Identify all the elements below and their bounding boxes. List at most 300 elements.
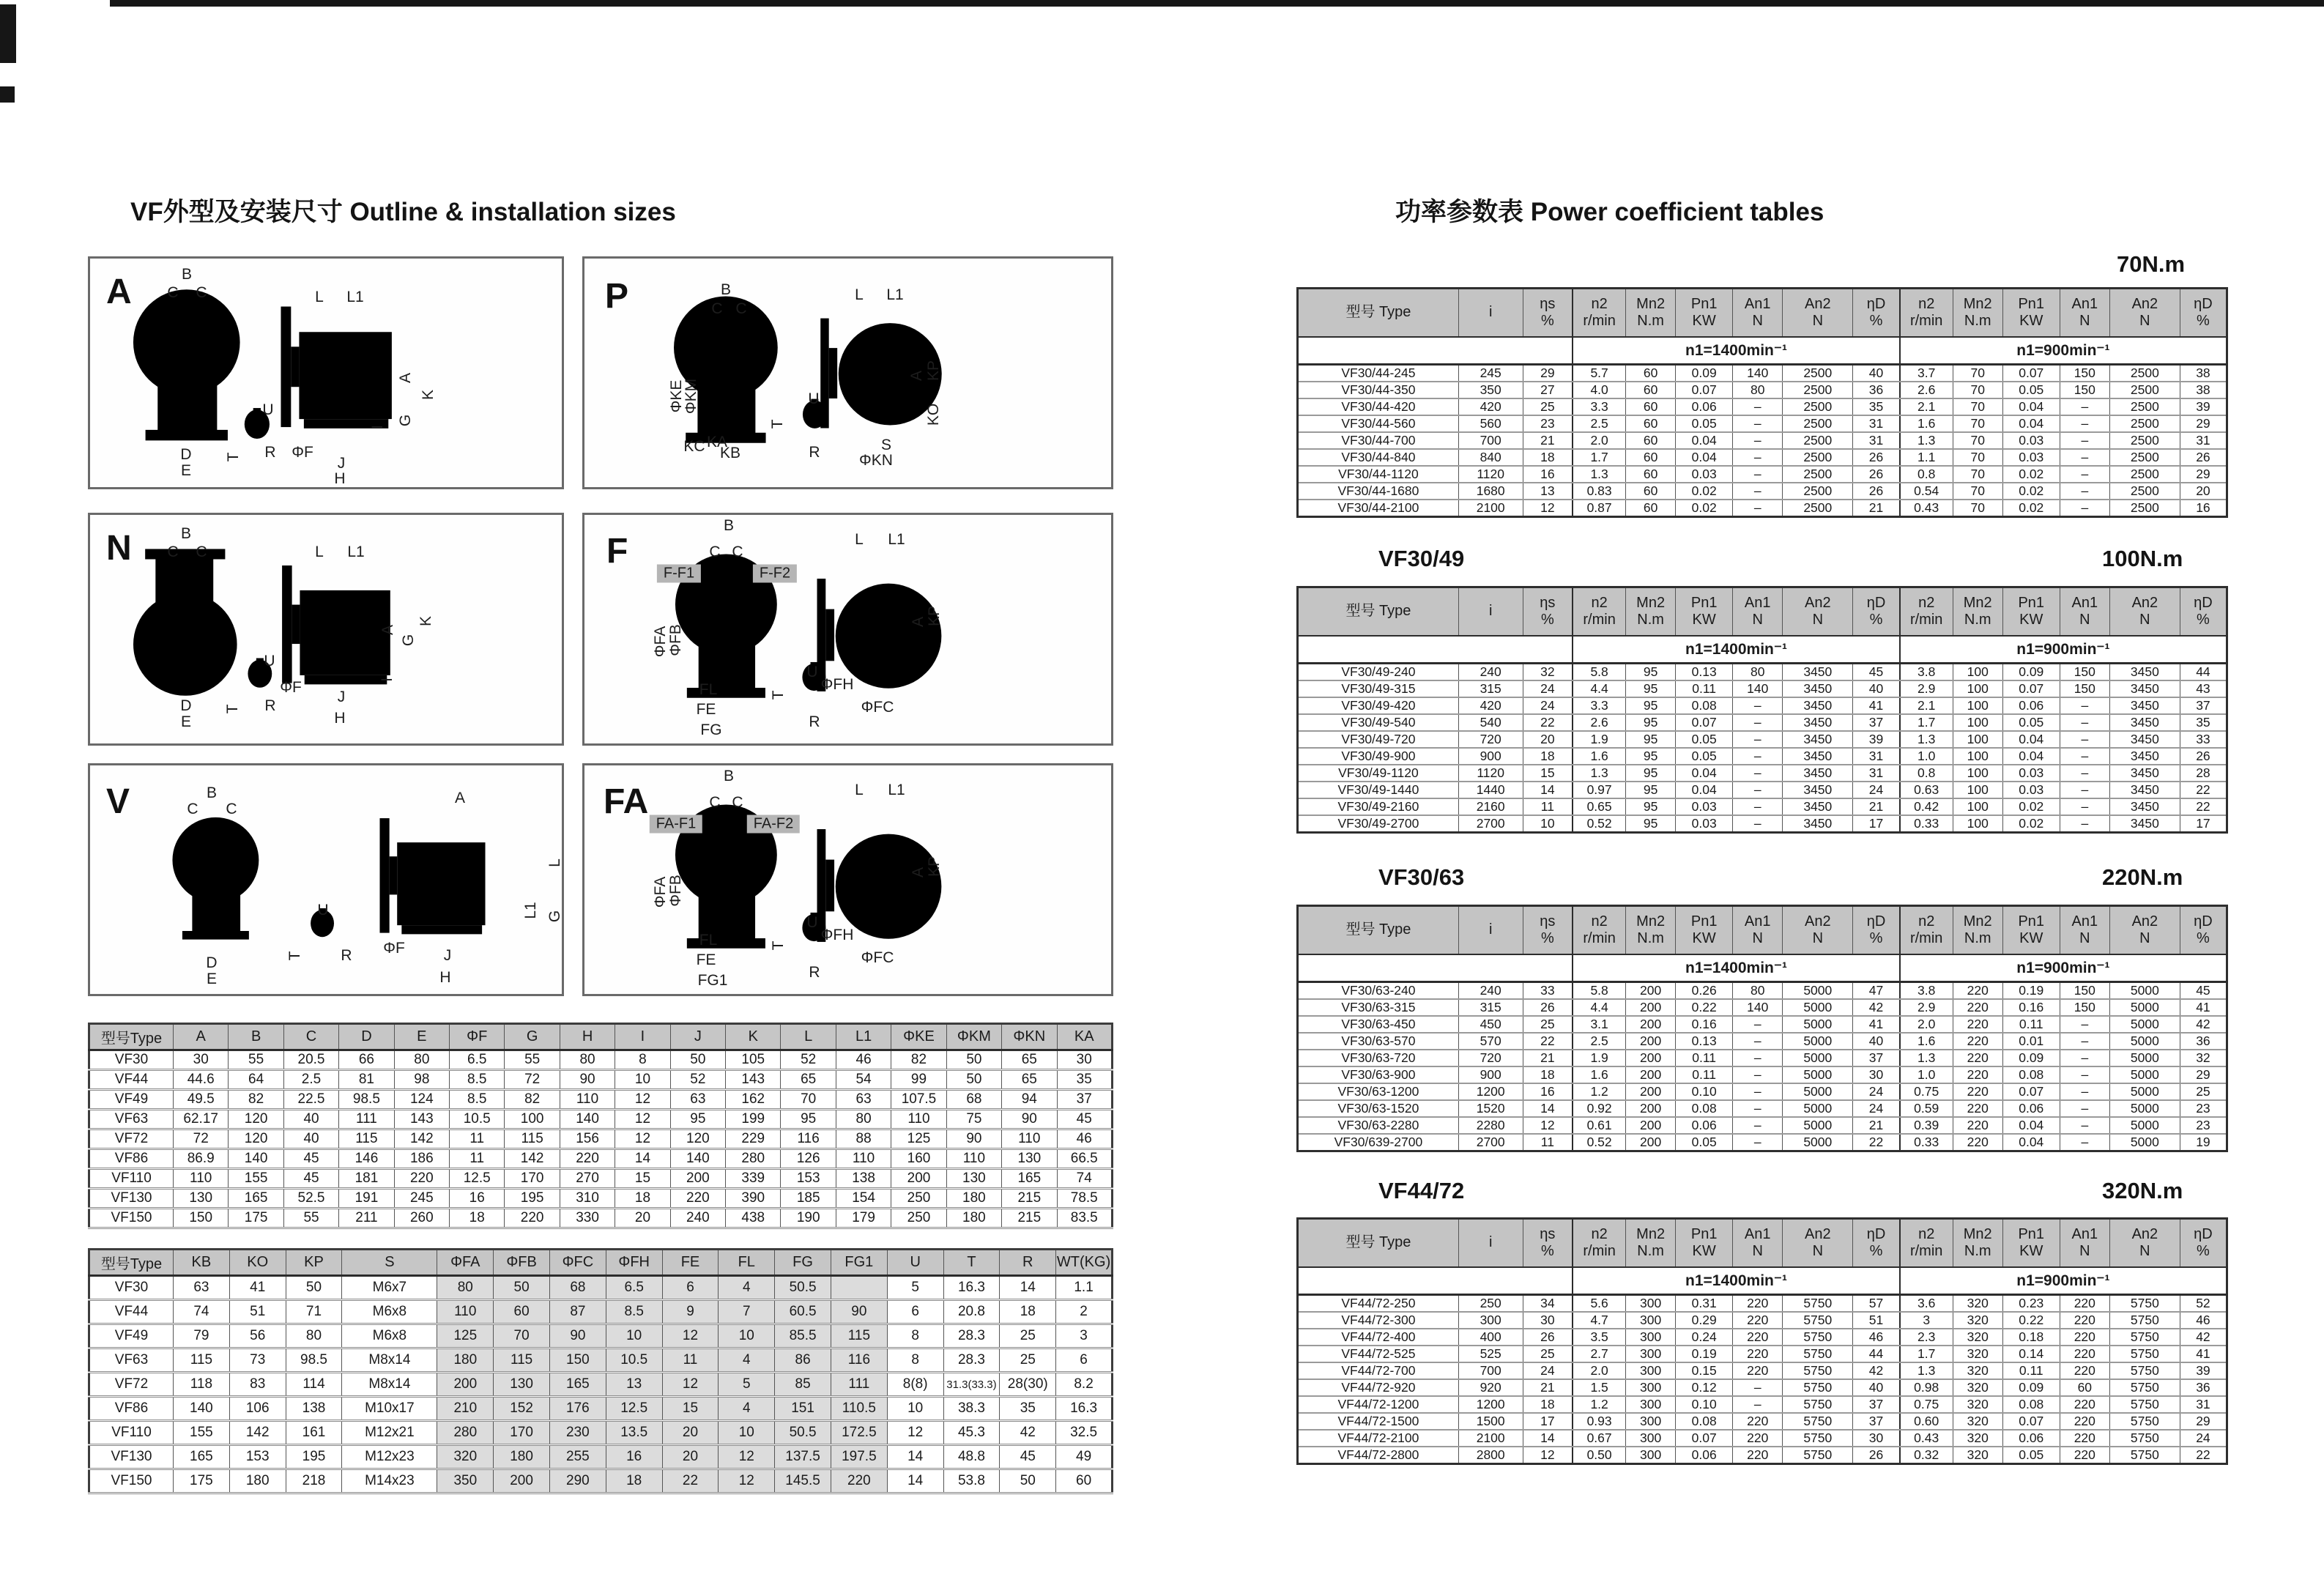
cell: 82 xyxy=(505,1090,560,1110)
cell: 45 xyxy=(283,1149,338,1169)
dim-label-φfh: ΦFH xyxy=(820,927,854,943)
cell: 17 xyxy=(2180,815,2227,833)
cell: 700 xyxy=(1458,1362,1523,1379)
table-row xyxy=(89,1209,1113,1228)
dim-labels xyxy=(90,515,562,743)
cell: 125 xyxy=(891,1129,946,1149)
column-header: L xyxy=(781,1024,836,1050)
cell: 0.04 xyxy=(2002,1117,2060,1134)
cell: – xyxy=(2060,1083,2109,1100)
column-header: n2 r/min xyxy=(1900,906,1953,954)
cell: 80 xyxy=(560,1050,615,1070)
cell: 110.5 xyxy=(831,1397,887,1421)
table-row xyxy=(1298,680,2227,697)
cell: 190 xyxy=(781,1209,836,1228)
column-header: An1 N xyxy=(1733,906,1783,954)
column-header: ηD % xyxy=(1853,1219,1900,1267)
cell: 70 xyxy=(1953,483,2002,500)
cell: 20 xyxy=(1523,731,1573,748)
cell: 220 xyxy=(2060,1430,2109,1447)
cell: 0.13 xyxy=(1676,1033,1733,1050)
cell: VF110 xyxy=(89,1169,174,1189)
cell: 54 xyxy=(836,1070,891,1090)
cell: 20 xyxy=(662,1445,719,1469)
table-row xyxy=(1298,1430,2227,1447)
cell: 57 xyxy=(1853,1295,1900,1313)
cell: 150 xyxy=(2060,664,2109,681)
cell: 20 xyxy=(2180,483,2227,500)
table-row xyxy=(1298,398,2227,415)
column-header: FG xyxy=(775,1250,831,1276)
cell: 15 xyxy=(615,1169,670,1189)
cell: 220 xyxy=(505,1209,560,1228)
cell: 200 xyxy=(1626,1066,1676,1083)
dim-label-u: U xyxy=(806,914,818,931)
cell: – xyxy=(1733,1050,1783,1066)
cell: 2.7 xyxy=(1573,1346,1625,1362)
cell: 5000 xyxy=(2109,1083,2180,1100)
cell: 0.63 xyxy=(1900,782,1953,798)
cell: 300 xyxy=(1626,1447,1676,1464)
cell: 120 xyxy=(229,1110,283,1129)
cell: 150 xyxy=(549,1348,606,1373)
cell: 40 xyxy=(1853,365,1900,382)
type-cell: VF30/63-315 xyxy=(1298,999,1459,1016)
cell: 0.04 xyxy=(1676,432,1733,449)
torque-label-320: 320N.m xyxy=(2102,1178,2183,1203)
cell: 220 xyxy=(2060,1295,2109,1313)
cell: 90 xyxy=(560,1070,615,1090)
cell: 52.5 xyxy=(283,1189,338,1209)
cell: 2.3 xyxy=(1900,1329,1953,1346)
cell: – xyxy=(2060,415,2109,432)
dim-labels xyxy=(90,259,562,487)
cell: 44.6 xyxy=(174,1070,229,1090)
cell: 320 xyxy=(1953,1396,2002,1413)
cell: 40 xyxy=(1853,1379,1900,1396)
cell: 1.6 xyxy=(1573,1066,1625,1083)
cell: 4.7 xyxy=(1573,1312,1625,1329)
cell: 0.02 xyxy=(2002,798,2060,815)
cell: 30 xyxy=(174,1050,229,1070)
dim-label-c: C xyxy=(709,794,721,811)
cell: 1.0 xyxy=(1900,748,1953,765)
cell: 199 xyxy=(726,1110,781,1129)
cell: 31.3(33.3) xyxy=(943,1373,1000,1397)
dim-label-h: H xyxy=(439,969,451,986)
type-cell: VF30/44-560 xyxy=(1298,415,1459,432)
table-row xyxy=(1298,1066,2227,1083)
cell: – xyxy=(2060,731,2109,748)
cell: 60 xyxy=(494,1300,550,1324)
cell: 110 xyxy=(174,1169,229,1189)
cell: 320 xyxy=(1953,1312,2002,1329)
column-header: i xyxy=(1458,587,1523,636)
cell: 211 xyxy=(339,1209,394,1228)
diagram-panel-N xyxy=(88,513,564,746)
cell: 35 xyxy=(1853,398,1900,415)
cell: 3 xyxy=(1900,1312,1953,1329)
column-header: An2 N xyxy=(1783,289,1853,337)
column-header: An1 N xyxy=(2060,587,2109,636)
cell: 165 xyxy=(549,1373,606,1397)
cell: 153 xyxy=(781,1169,836,1189)
cell: 5.8 xyxy=(1573,982,1625,1000)
cell: 42 xyxy=(1853,1362,1900,1379)
cell: 8 xyxy=(887,1324,943,1348)
cell: 43 xyxy=(2180,680,2227,697)
cell: M10x17 xyxy=(342,1397,437,1421)
cell: 0.02 xyxy=(2002,483,2060,500)
cell: 0.04 xyxy=(2002,398,2060,415)
cell: 2500 xyxy=(2109,466,2180,483)
cell: 420 xyxy=(1458,398,1523,415)
empty-cell xyxy=(1298,636,1573,664)
cell: – xyxy=(2060,1134,2109,1151)
cell: 31 xyxy=(1853,432,1900,449)
cell: 0.15 xyxy=(1676,1362,1733,1379)
table-row xyxy=(1298,1117,2227,1134)
column-header: An1 N xyxy=(2060,1219,2109,1267)
cell: 1500 xyxy=(1458,1413,1523,1430)
dim-label-e: E xyxy=(206,971,218,987)
dim-label-s: S xyxy=(880,437,892,453)
cell: 300 xyxy=(1626,1379,1676,1396)
cell: 13.5 xyxy=(606,1421,662,1445)
cell: 12 xyxy=(719,1445,775,1469)
cell: 100 xyxy=(1953,664,2002,681)
cell: 36 xyxy=(2180,1379,2227,1396)
cell: 3.5 xyxy=(1573,1329,1625,1346)
type-cell: VF30/49-720 xyxy=(1298,731,1459,748)
cell: 0.75 xyxy=(1900,1083,1953,1100)
table-row xyxy=(1298,798,2227,815)
cell: – xyxy=(2060,449,2109,466)
cell: 146 xyxy=(339,1149,394,1169)
cell: 320 xyxy=(437,1445,494,1469)
cell: 220 xyxy=(1733,1413,1783,1430)
cell: 39 xyxy=(1853,731,1900,748)
cell: 150 xyxy=(2060,982,2109,1000)
cell: 2.6 xyxy=(1573,714,1625,731)
diagram-panel-P xyxy=(582,256,1113,489)
cell: 0.59 xyxy=(1900,1100,1953,1117)
dim-label-l1: L1 xyxy=(347,543,365,560)
cell: 10 xyxy=(1523,815,1573,833)
cell: 8.5 xyxy=(450,1090,505,1110)
cell: 0.67 xyxy=(1573,1430,1625,1447)
column-header: FL xyxy=(719,1250,775,1276)
column-header: ΦFB xyxy=(494,1250,550,1276)
dim-label-e: E xyxy=(180,713,192,730)
cell: 220 xyxy=(2060,1312,2109,1329)
cell: 2500 xyxy=(1783,398,1853,415)
cell: 111 xyxy=(831,1373,887,1397)
cell: 300 xyxy=(1458,1312,1523,1329)
cell: 5750 xyxy=(1783,1413,1853,1430)
dim-label-c: C xyxy=(187,801,198,817)
cell: 0.03 xyxy=(1676,466,1733,483)
cell: 5750 xyxy=(2109,1413,2180,1430)
column-header: ΦF xyxy=(450,1024,505,1050)
cell: 0.05 xyxy=(1676,415,1733,432)
table-row xyxy=(89,1149,1113,1169)
cell: 160 xyxy=(891,1149,946,1169)
column-header: An1 N xyxy=(2060,906,2109,954)
cell: 26 xyxy=(1523,999,1573,1016)
type-cell: VF44/72-525 xyxy=(1298,1346,1459,1362)
header-row xyxy=(89,1024,1113,1050)
cell: 0.06 xyxy=(2002,1430,2060,1447)
cell: 145.5 xyxy=(775,1469,831,1493)
cell: 3450 xyxy=(2109,782,2180,798)
cell: 39 xyxy=(2180,398,2227,415)
cell: 28.3 xyxy=(943,1348,1000,1373)
cell: 220 xyxy=(1733,1295,1783,1313)
cell: 5000 xyxy=(1783,1117,1853,1134)
table-row xyxy=(89,1169,1113,1189)
cell: 32 xyxy=(1523,664,1573,681)
cell: 339 xyxy=(726,1169,781,1189)
cell: 95 xyxy=(1626,714,1676,731)
column-header: L1 xyxy=(836,1024,891,1050)
cell: 155 xyxy=(174,1421,230,1445)
cell: 24 xyxy=(1523,680,1573,697)
dim-label-kc: KC xyxy=(683,438,705,455)
cell: 15 xyxy=(1523,765,1573,782)
dim-label-kb: KB xyxy=(719,445,741,461)
table-row xyxy=(1298,748,2227,765)
cell: – xyxy=(2060,500,2109,517)
cell: 2700 xyxy=(1458,1134,1523,1151)
cell: 3450 xyxy=(1783,765,1853,782)
cell: 90 xyxy=(549,1324,606,1348)
cell: 195 xyxy=(505,1189,560,1209)
cell: 2500 xyxy=(1783,500,1853,517)
cell: 5000 xyxy=(2109,1050,2180,1066)
cell: 3450 xyxy=(2109,765,2180,782)
cell: 310 xyxy=(560,1189,615,1209)
dim-label-c: C xyxy=(711,300,723,317)
column-header: ηD % xyxy=(2180,289,2227,337)
cell: 60 xyxy=(1056,1469,1113,1493)
cell: 255 xyxy=(549,1445,606,1469)
cell: 75 xyxy=(946,1110,1001,1129)
cell: 320 xyxy=(1953,1379,2002,1396)
cell: 105 xyxy=(726,1050,781,1070)
cell: M8x14 xyxy=(342,1373,437,1397)
cell: 5750 xyxy=(2109,1329,2180,1346)
cell: – xyxy=(1733,1016,1783,1033)
column-header: Mn2 N.m xyxy=(1953,906,2002,954)
cell: M12x23 xyxy=(342,1445,437,1469)
cell: – xyxy=(1733,1117,1783,1134)
cell: 260 xyxy=(394,1209,449,1228)
cell: 62.17 xyxy=(174,1110,229,1129)
cell: 83.5 xyxy=(1057,1209,1113,1228)
speed-group-row xyxy=(1298,337,2227,365)
table-row xyxy=(1298,815,2227,833)
cell: 150 xyxy=(2060,999,2109,1016)
cell: 95 xyxy=(1626,815,1676,833)
cell: 140 xyxy=(229,1149,283,1169)
dim-label-u: U xyxy=(808,390,820,407)
cell: 3450 xyxy=(1783,680,1853,697)
cell: 300 xyxy=(1626,1396,1676,1413)
cell: – xyxy=(1733,765,1783,782)
cell: 31 xyxy=(1853,415,1900,432)
column-header: KO xyxy=(229,1250,286,1276)
cell: 17 xyxy=(1523,1413,1573,1430)
cell: 0.97 xyxy=(1573,782,1625,798)
cell: 5000 xyxy=(2109,999,2180,1016)
torque-label-100: 100N.m xyxy=(2102,546,2183,571)
dim-label-kp: KP xyxy=(926,856,943,877)
cell: 21 xyxy=(1853,1117,1900,1134)
group-header-n1-1400: n1=1400min⁻¹ xyxy=(1573,337,1900,365)
cell: 26 xyxy=(1853,449,1900,466)
cell: 130 xyxy=(174,1189,229,1209)
cell: VF30 xyxy=(89,1276,174,1300)
column-header: ΦKE xyxy=(891,1024,946,1050)
cell: 50 xyxy=(670,1050,725,1070)
dim-label-c: C xyxy=(196,543,207,560)
power-table xyxy=(1296,287,2228,518)
cell: 3 xyxy=(1056,1324,1113,1348)
cell: 1200 xyxy=(1458,1396,1523,1413)
table-row xyxy=(1298,1379,2227,1396)
cell: 12 xyxy=(615,1110,670,1129)
cell: – xyxy=(2060,1050,2109,1066)
column-header: WT(KG) xyxy=(1056,1250,1113,1276)
cell: 78.5 xyxy=(1057,1189,1113,1209)
cell: – xyxy=(2060,697,2109,714)
cell: 70 xyxy=(1953,398,2002,415)
cell: 1.0 xyxy=(1900,1066,1953,1083)
cell: 560 xyxy=(1458,415,1523,432)
cell: 0.04 xyxy=(2002,1134,2060,1151)
cell: 26 xyxy=(1853,466,1900,483)
column-header: S xyxy=(342,1250,437,1276)
cell: 40 xyxy=(283,1110,338,1129)
type-cell: VF30/63-450 xyxy=(1298,1016,1459,1033)
panel-letter: N xyxy=(106,529,132,568)
cell: 0.03 xyxy=(2002,432,2060,449)
column-header: ηD % xyxy=(2180,587,2227,636)
cell: 52 xyxy=(670,1070,725,1090)
cell: 16 xyxy=(606,1445,662,1469)
cell: 320 xyxy=(1953,1346,2002,1362)
cell: 90 xyxy=(1002,1110,1057,1129)
cell: 720 xyxy=(1458,731,1523,748)
cell: 80 xyxy=(286,1324,342,1348)
cell: 50 xyxy=(946,1070,1001,1090)
cell: 110 xyxy=(1002,1129,1057,1149)
cell: 66.5 xyxy=(1057,1149,1113,1169)
cell: 0.09 xyxy=(2002,664,2060,681)
cell: 0.07 xyxy=(2002,1413,2060,1430)
table-row xyxy=(89,1324,1113,1348)
cell: 95 xyxy=(1626,680,1676,697)
cell: 118 xyxy=(174,1373,230,1397)
cell: 200 xyxy=(494,1469,550,1493)
cell: 2.5 xyxy=(1573,415,1625,432)
power-table xyxy=(1296,1217,2228,1465)
cell: 12.5 xyxy=(606,1397,662,1421)
cell: 88 xyxy=(836,1129,891,1149)
dim-label-fe: FE xyxy=(696,701,716,718)
dim-labels xyxy=(584,515,1111,743)
cell: 900 xyxy=(1458,1066,1523,1083)
cell: – xyxy=(1733,466,1783,483)
column-header: An2 N xyxy=(1783,1219,1853,1267)
cell: 100 xyxy=(1953,798,2002,815)
cell: 36 xyxy=(2180,1033,2227,1050)
cell: 86 xyxy=(775,1348,831,1373)
torque-label-70: 70N.m xyxy=(2117,251,2186,277)
cell: 2800 xyxy=(1458,1447,1523,1464)
type-cell: VF30/63-2280 xyxy=(1298,1117,1459,1134)
cell: – xyxy=(1733,1083,1783,1100)
cell: 14 xyxy=(615,1149,670,1169)
dim-label-l: L xyxy=(855,782,864,798)
cell: 0.92 xyxy=(1573,1100,1625,1117)
cell: 137.5 xyxy=(775,1445,831,1469)
column-header: Pn1 KW xyxy=(1676,289,1733,337)
cell: 0.11 xyxy=(2002,1362,2060,1379)
cell: 0.08 xyxy=(1676,697,1733,714)
type-cell: VF30/63-720 xyxy=(1298,1050,1459,1066)
cell: 29 xyxy=(1523,365,1573,382)
cell: 220 xyxy=(1733,1362,1783,1379)
cell: 2.5 xyxy=(1573,1033,1625,1050)
cell: 320 xyxy=(1953,1329,2002,1346)
column-header: Pn1 KW xyxy=(1676,1219,1733,1267)
cell: – xyxy=(1733,815,1783,833)
cell: 70 xyxy=(1953,415,2002,432)
cell: 30 xyxy=(1057,1050,1113,1070)
table-row xyxy=(89,1189,1113,1209)
dim-label-t: T xyxy=(286,951,303,961)
cell: 140 xyxy=(670,1149,725,1169)
cell: 6 xyxy=(662,1276,719,1300)
cell: 245 xyxy=(394,1189,449,1209)
dim-label-fa-f2: FA-F2 xyxy=(747,815,800,834)
cell: 315 xyxy=(1458,680,1523,697)
cell: 12 xyxy=(887,1421,943,1445)
cell: 16 xyxy=(2180,500,2227,517)
cell: 0.02 xyxy=(1676,500,1733,517)
cell: 10 xyxy=(615,1070,670,1090)
cell: 2500 xyxy=(2109,365,2180,382)
dim-label-t: T xyxy=(770,690,787,700)
cell: M6x8 xyxy=(342,1300,437,1324)
type-cell: VF30/44-700 xyxy=(1298,432,1459,449)
dim-label-φfc: ΦFC xyxy=(861,699,894,716)
table-row xyxy=(89,1421,1113,1445)
cell: 1120 xyxy=(1458,466,1523,483)
cell: 95 xyxy=(1626,765,1676,782)
cell: 98.5 xyxy=(339,1090,394,1110)
scan-artifact-mark xyxy=(0,4,16,63)
column-header: An1 N xyxy=(1733,587,1783,636)
cell: 115 xyxy=(339,1129,394,1149)
cell: 12 xyxy=(662,1373,719,1397)
cell: 220 xyxy=(2060,1329,2109,1346)
column-header: KB xyxy=(174,1250,230,1276)
cell: 86.9 xyxy=(174,1149,229,1169)
column-header: An1 N xyxy=(1733,1219,1783,1267)
